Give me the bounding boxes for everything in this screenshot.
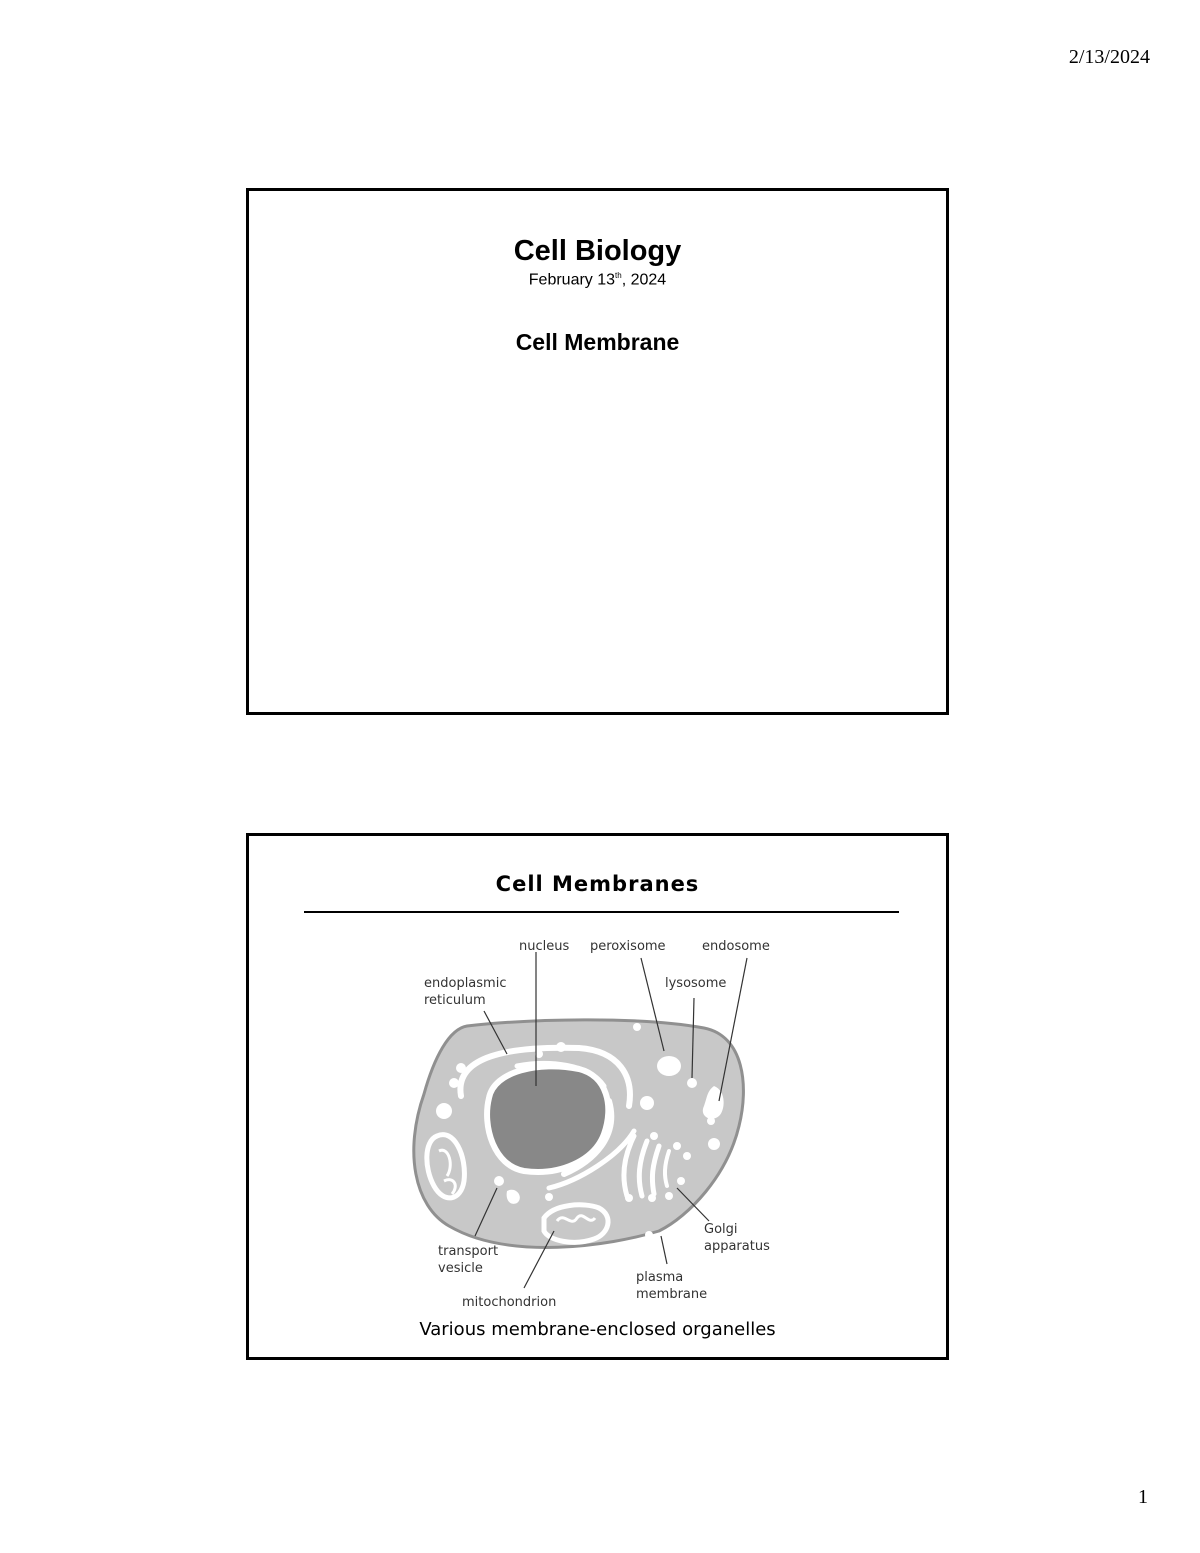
label-golgi-line1: Golgi (704, 1222, 738, 1237)
lysosome-shape (687, 1078, 697, 1088)
nucleus-shape (487, 1066, 608, 1172)
cell-diagram (249, 836, 946, 1357)
label-er-line1: endoplasmic (424, 976, 507, 991)
peroxisome-shape (657, 1056, 681, 1076)
slide-heading: Cell Membranes (495, 872, 700, 896)
label-endosome: endosome (702, 939, 770, 954)
label-mitochondrion: mitochondrion (462, 1295, 557, 1310)
label-er-line2: reticulum (424, 993, 486, 1008)
label-transport-line1: transport (438, 1244, 499, 1259)
slide-title-subtitle: Cell Membrane (515, 329, 680, 355)
label-plasma-line1: plasma (636, 1270, 684, 1285)
slide-title-heading: Cell Biology (513, 235, 682, 267)
page-number: 1 (1138, 1486, 1148, 1508)
slide-cell-membranes (246, 833, 949, 1360)
slide-caption: Various membrane-enclosed organelles (419, 1319, 776, 1340)
label-golgi-line2: apparatus (704, 1239, 770, 1254)
label-nucleus: nucleus (519, 939, 570, 954)
date-suffix: , 2024 (621, 271, 667, 289)
label-lysosome: lysosome (665, 976, 727, 991)
slide-title-date (249, 271, 946, 289)
label-plasma-line2: membrane (636, 1287, 708, 1302)
label-peroxisome: peroxisome (590, 939, 666, 954)
date-prefix: February 13 (528, 271, 616, 289)
header-date: 2/13/2024 (1068, 46, 1150, 68)
slide-title (246, 188, 949, 715)
mitochondrion-bottom (544, 1205, 608, 1242)
date-superscript: th (615, 271, 622, 280)
label-transport-line2: vesicle (438, 1261, 483, 1276)
